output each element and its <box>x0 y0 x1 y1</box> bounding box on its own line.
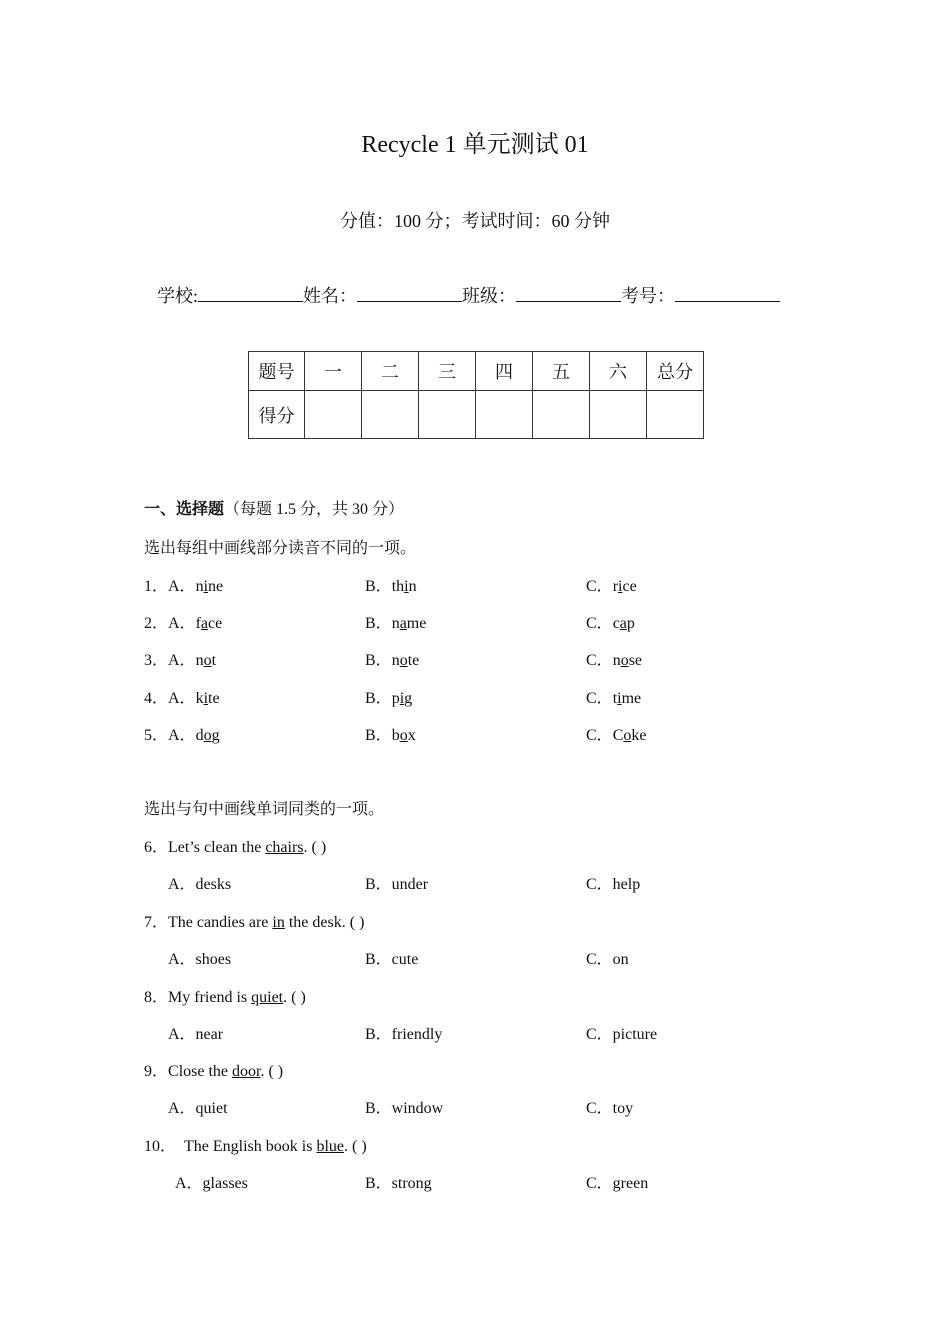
option-letter: C． <box>586 652 613 669</box>
score-header-cell: 四 <box>476 352 533 391</box>
underlined-part: a <box>200 615 208 632</box>
word-part: n <box>195 652 204 669</box>
score-header-cell: 六 <box>590 352 647 391</box>
score-cell[interactable] <box>533 391 590 439</box>
option-b[interactable] <box>365 610 426 633</box>
word-part: te <box>208 690 220 707</box>
option-b[interactable] <box>365 685 412 708</box>
score-cell[interactable] <box>362 391 419 439</box>
word-part: n <box>195 578 204 595</box>
option-a[interactable] <box>168 647 216 670</box>
score-header-cell: 五 <box>533 352 590 391</box>
underlined-part: a <box>619 615 627 632</box>
school-label: 学校: <box>157 286 199 306</box>
underlined-word: blue <box>316 1138 344 1155</box>
underlined-word: chairs <box>265 839 304 856</box>
exam-subtitle: 分值：100 分；考试时间：60 分钟 <box>340 211 610 231</box>
word-part: g <box>211 727 220 744</box>
option-a[interactable]: A．glasses <box>175 1175 248 1192</box>
option-a[interactable] <box>168 685 220 708</box>
option-b[interactable] <box>365 722 416 745</box>
underlined-word: door <box>232 1063 261 1080</box>
question-number: 6． <box>144 839 169 856</box>
word-part: C <box>612 727 624 744</box>
option-letter: A． <box>168 615 196 632</box>
score-header-cell: 题号 <box>249 352 305 391</box>
option-letter: B． <box>365 578 392 595</box>
option-c[interactable]: C．green <box>586 1175 649 1192</box>
word-part: k <box>195 690 204 707</box>
option-b[interactable]: B．strong <box>365 1175 432 1192</box>
word-part: b <box>391 727 400 744</box>
stem-text: the desk. ( ) <box>284 914 365 931</box>
word-part: d <box>195 727 204 744</box>
word-part: t <box>211 652 217 669</box>
score-cell[interactable] <box>419 391 476 439</box>
option-a[interactable]: A．quiet <box>168 1100 228 1117</box>
class-label: 班级： <box>462 286 517 306</box>
word-part: n <box>391 652 400 669</box>
option-letter: C． <box>586 727 613 744</box>
word-part: g <box>404 690 413 707</box>
question-number: 7． <box>144 914 169 931</box>
option-b[interactable]: B．window <box>365 1100 444 1117</box>
stem-text: . ( ) <box>344 1138 367 1155</box>
section-score-note: （每题 1.5 分，共 30 分） <box>224 501 405 518</box>
question-number: 2． <box>144 615 169 632</box>
score-table-score-row <box>249 391 704 439</box>
name-blank[interactable] <box>357 283 462 302</box>
score-cell[interactable] <box>647 391 704 439</box>
stem-text: Let’s clean the <box>168 839 266 856</box>
word-part: ce <box>622 578 637 595</box>
stem-text: The English book is <box>184 1138 317 1155</box>
word-part: th <box>391 578 405 595</box>
exam-no-label: 考号： <box>621 286 676 306</box>
question-number: 3． <box>144 652 169 669</box>
option-a[interactable]: A．near <box>168 1026 224 1043</box>
option-b[interactable] <box>365 573 417 596</box>
underlined-part: i <box>399 690 405 707</box>
option-a[interactable] <box>168 722 220 745</box>
option-b[interactable]: B．friendly <box>365 1026 443 1043</box>
name-label: 姓名： <box>303 286 358 306</box>
question-number: 10． <box>144 1138 177 1155</box>
underlined-part: i <box>618 578 623 595</box>
exam-no-blank[interactable] <box>675 283 780 302</box>
underlined-part: i <box>203 578 209 595</box>
option-letter: A． <box>168 727 196 744</box>
option-b[interactable]: B．under <box>365 876 429 893</box>
option-letter: B． <box>365 690 392 707</box>
score-table <box>248 351 704 439</box>
option-c[interactable] <box>586 573 637 596</box>
question-stem <box>144 984 306 1007</box>
option-letter: A． <box>168 690 196 707</box>
option-c[interactable]: C．toy <box>586 1100 634 1117</box>
option-c[interactable] <box>586 610 635 633</box>
underlined-part: o <box>399 727 408 744</box>
word-part: f <box>195 615 201 632</box>
score-cell[interactable] <box>590 391 647 439</box>
option-letter: C． <box>586 690 613 707</box>
student-info-line <box>157 282 780 308</box>
option-c[interactable] <box>586 722 646 745</box>
word-part: p <box>391 690 400 707</box>
option-letter: C． <box>586 615 613 632</box>
option-letter: A． <box>168 652 196 669</box>
question-number: 1． <box>144 578 169 595</box>
underlined-part: o <box>623 727 632 744</box>
stem-text: . ( ) <box>303 839 327 856</box>
option-letter: C． <box>586 578 613 595</box>
option-letter: B． <box>365 652 392 669</box>
option-b[interactable] <box>365 647 419 670</box>
score-header-cell: 一 <box>305 352 362 391</box>
instruction-category: 选出与句中画线单词同类的一项。 <box>144 801 385 818</box>
score-row-label: 得分 <box>249 391 305 439</box>
underlined-word: in <box>272 914 285 931</box>
word-part: t <box>612 690 618 707</box>
option-c[interactable]: C．picture <box>586 1026 658 1043</box>
question-number: 4． <box>144 690 169 707</box>
question-stem <box>144 1058 283 1081</box>
option-a[interactable] <box>168 573 223 596</box>
underlined-part: i <box>404 578 409 595</box>
stem-text: . ( ) <box>283 989 306 1006</box>
school-blank[interactable] <box>198 283 303 302</box>
question-stem <box>144 909 364 932</box>
option-c[interactable]: C．on <box>586 951 629 968</box>
stem-text: Close the <box>168 1063 233 1080</box>
score-header-cell: 总分 <box>647 352 704 391</box>
underlined-part: o <box>399 652 408 669</box>
score-cell[interactable] <box>476 391 533 439</box>
score-table-header-row <box>249 352 704 391</box>
word-part: x <box>407 727 416 744</box>
word-part: me <box>621 690 642 707</box>
stem-text: . ( ) <box>260 1063 284 1080</box>
option-a[interactable]: A．desks <box>168 876 232 893</box>
underlined-part: o <box>203 727 212 744</box>
page-title: Recycle 1 单元测试 01 <box>361 132 589 158</box>
word-part: n <box>391 615 400 632</box>
underlined-part: o <box>620 652 629 669</box>
score-header-cell: 三 <box>419 352 476 391</box>
option-c[interactable] <box>586 647 642 670</box>
word-part: n <box>408 578 417 595</box>
option-letter: B． <box>365 615 392 632</box>
question-number: 5． <box>144 727 169 744</box>
option-c[interactable]: C．help <box>586 876 641 893</box>
stem-text: My friend is <box>168 989 252 1006</box>
option-a[interactable]: A．shoes <box>168 951 232 968</box>
option-letter: B． <box>365 727 392 744</box>
word-part: ne <box>208 578 224 595</box>
question-stem <box>144 1133 367 1156</box>
underlined-part: i <box>203 690 209 707</box>
word-part: se <box>628 652 643 669</box>
section-heading <box>144 496 404 519</box>
word-part: c <box>612 615 620 632</box>
underlined-word: quiet <box>251 989 284 1006</box>
score-cell[interactable] <box>305 391 362 439</box>
word-part: n <box>612 652 621 669</box>
stem-text: The candies are <box>168 914 273 931</box>
word-part: me <box>406 615 427 632</box>
word-part: ke <box>631 727 647 744</box>
word-part: te <box>407 652 420 669</box>
word-part: ce <box>208 615 223 632</box>
question-number: 9． <box>144 1063 169 1080</box>
word-part: p <box>626 615 635 632</box>
question-number: 8． <box>144 989 169 1006</box>
option-a[interactable] <box>168 610 222 633</box>
option-b[interactable]: B．cute <box>365 951 419 968</box>
option-letter: A． <box>168 578 196 595</box>
question-stem <box>144 834 326 857</box>
option-c[interactable] <box>586 685 641 708</box>
score-header-cell: 二 <box>362 352 419 391</box>
class-blank[interactable] <box>516 283 621 302</box>
word-part: r <box>612 578 619 595</box>
section-title: 一、选择题 <box>144 501 225 518</box>
underlined-part: o <box>203 652 212 669</box>
underlined-part: a <box>399 615 407 632</box>
underlined-part: i <box>617 690 622 707</box>
instruction-phonics: 选出每组中画线部分读音不同的一项。 <box>144 540 417 557</box>
